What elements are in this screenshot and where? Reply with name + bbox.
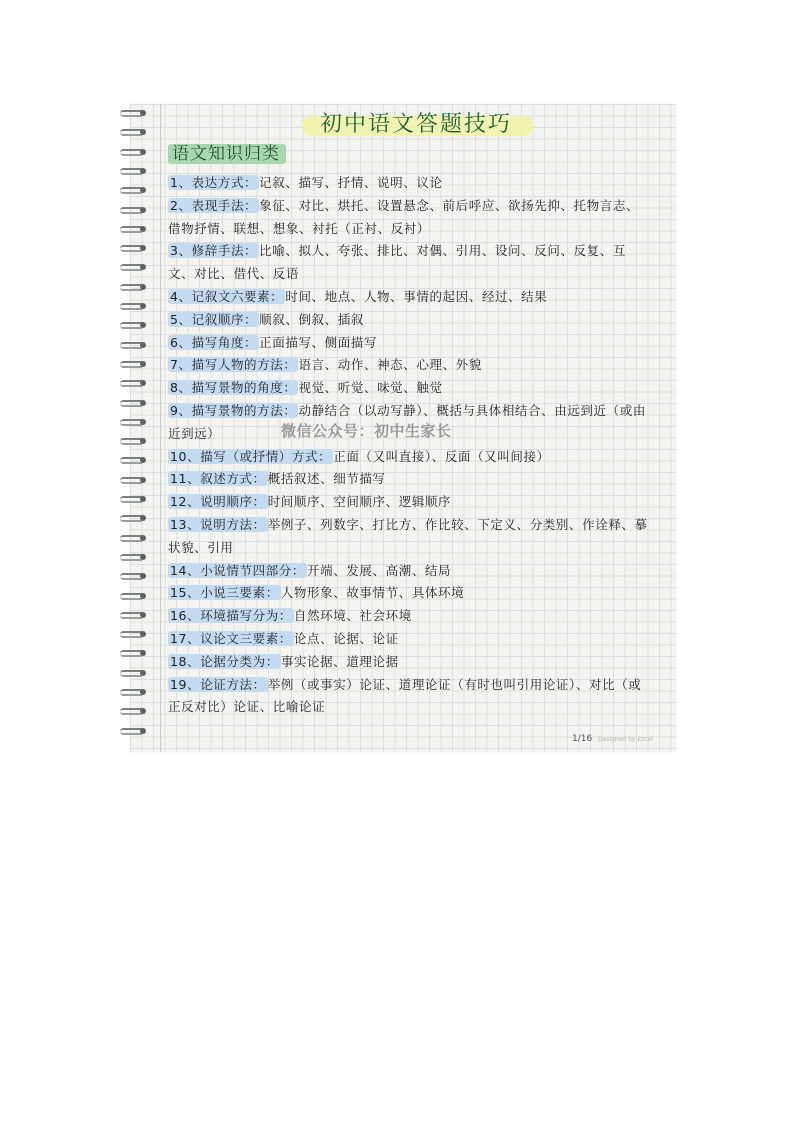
ring-wire bbox=[120, 207, 142, 214]
list-item bbox=[168, 628, 648, 651]
ring-hole bbox=[140, 419, 146, 425]
ring-hole bbox=[140, 535, 146, 541]
spiral-ring-icon bbox=[118, 687, 148, 699]
ring-wire bbox=[120, 322, 142, 329]
item-text: 顺叙、倒叙、插叙 bbox=[259, 311, 364, 327]
spiral-ring-icon bbox=[118, 726, 148, 738]
margin-line bbox=[160, 104, 161, 752]
ring-wire bbox=[120, 631, 142, 638]
ring-hole bbox=[140, 207, 146, 213]
item-text: 正面描写、侧面描写 bbox=[259, 334, 378, 350]
ring-hole bbox=[140, 322, 146, 328]
watermark: 微信公众号：初中生家长 bbox=[281, 422, 452, 440]
ring-hole bbox=[140, 457, 146, 463]
spiral-ring-icon bbox=[118, 571, 148, 583]
spiral-ring-icon bbox=[118, 359, 148, 371]
item-text: 正面（又叫直接）、反面（又叫间接） bbox=[333, 448, 550, 464]
item-key: 7、描写人物的方法： bbox=[170, 357, 297, 373]
spiral-ring-icon bbox=[118, 455, 148, 467]
spiral-ring-icon bbox=[118, 243, 148, 255]
ring-wire bbox=[120, 689, 142, 696]
item-key: 14、小说情节四部分： bbox=[170, 562, 306, 578]
spiral-ring-icon bbox=[118, 668, 148, 680]
spiral-ring-icon bbox=[118, 706, 148, 718]
item-text: 视觉、听觉、味觉、触觉 bbox=[298, 380, 443, 396]
section-title: 语文知识归类 bbox=[172, 144, 280, 164]
item-key: 1、表达方式： bbox=[170, 175, 258, 190]
list-item bbox=[168, 309, 648, 332]
ring-wire bbox=[120, 612, 142, 619]
spiral-ring-icon bbox=[118, 282, 148, 294]
list-item bbox=[168, 286, 648, 309]
ring-hole bbox=[140, 728, 146, 734]
ring-hole bbox=[140, 573, 146, 579]
ring-hole bbox=[140, 168, 146, 174]
item-text: 动静结合（以动写静）、概括与具体相结合、由远到近（或由近到远） bbox=[168, 402, 646, 441]
ring-wire bbox=[120, 284, 142, 291]
item-text: 象征、对比、烘托、设置悬念、前后呼应、欲扬先抑、托物言志、借物抒情、联想、想象、衬托（正衬、反衬） bbox=[168, 197, 640, 236]
ring-wire bbox=[120, 708, 142, 715]
ring-hole bbox=[140, 303, 146, 309]
list-item bbox=[168, 332, 648, 355]
spiral-ring-icon bbox=[118, 513, 148, 525]
ring-wire bbox=[120, 303, 142, 310]
ring-wire bbox=[120, 168, 142, 175]
list-item bbox=[168, 582, 648, 605]
spiral-ring-icon bbox=[118, 629, 148, 641]
list-item bbox=[168, 605, 648, 628]
knowledge-list bbox=[168, 172, 648, 719]
item-key: 12、说明顺序： bbox=[170, 494, 266, 510]
item-key: 13、说明方法： bbox=[170, 516, 266, 532]
ring-hole bbox=[140, 650, 146, 656]
ring-hole bbox=[140, 149, 146, 155]
ring-hole bbox=[140, 670, 146, 676]
spiral-ring-icon bbox=[118, 436, 148, 448]
ring-wire bbox=[120, 129, 142, 136]
list-item bbox=[168, 468, 648, 491]
list-item bbox=[168, 172, 648, 195]
ring-wire bbox=[120, 535, 142, 542]
item-key: 5、记叙顺序： bbox=[170, 311, 258, 327]
ring-hole bbox=[140, 284, 146, 290]
spiral-binding bbox=[118, 104, 158, 752]
ring-wire bbox=[120, 438, 142, 445]
ring-hole bbox=[140, 496, 146, 502]
ring-hole bbox=[140, 631, 146, 637]
ring-hole bbox=[140, 689, 146, 695]
ring-wire bbox=[120, 110, 142, 117]
spiral-ring-icon bbox=[118, 127, 148, 139]
item-text: 时间、地点、人物、事情的起因、经过、结果 bbox=[285, 288, 548, 304]
item-key: 8、描写景物的角度： bbox=[170, 380, 297, 396]
page-number: 1/16 bbox=[572, 734, 593, 744]
spiral-ring-icon bbox=[118, 320, 148, 332]
list-item bbox=[168, 195, 648, 241]
item-text: 举例子、列数字、打比方、作比较、下定义、分类别、作诠释、摹状貌、引用 bbox=[168, 516, 648, 555]
item-key: 19、论证方法： bbox=[170, 676, 266, 692]
item-text: 事实论据、道理论据 bbox=[280, 653, 399, 669]
ring-hole bbox=[140, 264, 146, 270]
item-key: 18、论据分类为： bbox=[170, 653, 279, 669]
spiral-ring-icon bbox=[118, 591, 148, 603]
ring-wire bbox=[120, 496, 142, 503]
section-header bbox=[168, 140, 308, 166]
item-key: 4、记叙文六要素： bbox=[170, 288, 284, 304]
item-text: 语言、动作、神态、心理、外貌 bbox=[298, 357, 482, 373]
list-item bbox=[168, 674, 648, 720]
item-text: 举例（或事实）论证、道理论证（有时也叫引用论证）、对比（或正反对比）论证、比喻论证 bbox=[168, 676, 642, 715]
spiral-ring-icon bbox=[118, 475, 148, 487]
spiral-ring-icon bbox=[118, 340, 148, 352]
spiral-ring-icon bbox=[118, 398, 148, 410]
ring-wire bbox=[120, 226, 142, 233]
spiral-ring-icon bbox=[118, 494, 148, 506]
item-text: 概括叙述、细节描写 bbox=[267, 471, 386, 487]
item-key: 15、小说三要素： bbox=[170, 585, 279, 601]
item-text: 论点、论据、论证 bbox=[293, 630, 399, 646]
ring-hole bbox=[140, 612, 146, 618]
spiral-ring-icon bbox=[118, 378, 148, 390]
spiral-ring-icon bbox=[118, 301, 148, 313]
item-key: 11、叙述方式： bbox=[170, 471, 266, 487]
ring-hole bbox=[140, 187, 146, 193]
item-key: 3、修辞手法： bbox=[170, 243, 258, 259]
spiral-ring-icon bbox=[118, 417, 148, 429]
ring-wire bbox=[120, 342, 142, 349]
item-text: 时间顺序、空间顺序、逻辑顺序 bbox=[267, 494, 452, 510]
item-text: 自然环境、社会环境 bbox=[293, 608, 412, 624]
list-item bbox=[168, 514, 648, 560]
spiral-ring-icon bbox=[118, 147, 148, 159]
spiral-ring-icon bbox=[118, 533, 148, 545]
spiral-ring-icon bbox=[118, 552, 148, 564]
ring-hole bbox=[140, 380, 146, 386]
list-item bbox=[168, 651, 648, 674]
title-block bbox=[296, 110, 536, 140]
ring-wire bbox=[120, 457, 142, 464]
ring-wire bbox=[120, 400, 142, 407]
ring-hole bbox=[140, 361, 146, 367]
spiral-ring-icon bbox=[118, 610, 148, 622]
ring-wire bbox=[120, 419, 142, 426]
list-item bbox=[168, 560, 648, 583]
list-item bbox=[168, 446, 648, 469]
ring-hole bbox=[140, 593, 146, 599]
item-key: 2、表现手法： bbox=[170, 197, 258, 213]
item-text: 记叙、描写、抒情、说明、议论 bbox=[259, 175, 443, 190]
spiral-ring-icon bbox=[118, 185, 148, 197]
ring-wire bbox=[120, 477, 142, 484]
list-item bbox=[168, 240, 648, 286]
item-key: 6、描写角度： bbox=[170, 334, 258, 350]
ring-wire bbox=[120, 149, 142, 156]
ring-wire bbox=[120, 187, 142, 194]
ring-wire bbox=[120, 264, 142, 271]
item-key: 10、描写（或抒情）方式： bbox=[170, 448, 332, 464]
list-item bbox=[168, 354, 648, 377]
spiral-ring-icon bbox=[118, 205, 148, 217]
ring-wire bbox=[120, 670, 142, 677]
ring-wire bbox=[120, 728, 142, 735]
spiral-ring-icon bbox=[118, 108, 148, 120]
ring-wire bbox=[120, 593, 142, 600]
ring-hole bbox=[140, 554, 146, 560]
ring-wire bbox=[120, 380, 142, 387]
spiral-ring-icon bbox=[118, 262, 148, 274]
ring-hole bbox=[140, 110, 146, 116]
item-text: 比喻、拟人、夸张、排比、对偶、引用、设问、反问、反复、互文、对比、借代、反语 bbox=[168, 243, 626, 282]
spiral-ring-icon bbox=[118, 166, 148, 178]
item-key: 16、环境描写分为： bbox=[170, 608, 292, 624]
item-text: 人物形象、故事情节、具体环境 bbox=[280, 585, 465, 601]
ring-wire bbox=[120, 245, 142, 252]
ring-wire bbox=[120, 573, 142, 580]
page-title: 初中语文答题技巧 bbox=[319, 112, 512, 137]
ring-hole bbox=[140, 245, 146, 251]
ring-hole bbox=[140, 342, 146, 348]
ring-hole bbox=[140, 438, 146, 444]
spiral-ring-icon bbox=[118, 648, 148, 660]
item-key: 9、描写景物的方法： bbox=[170, 402, 297, 418]
ring-hole bbox=[140, 400, 146, 406]
designed-by-credit: Designed by Ezcel bbox=[598, 736, 653, 743]
item-key: 17、议论文三要素： bbox=[170, 630, 292, 646]
ring-hole bbox=[140, 129, 146, 135]
list-item bbox=[168, 377, 648, 400]
ring-hole bbox=[140, 477, 146, 483]
ring-wire bbox=[120, 361, 142, 368]
list-item bbox=[168, 491, 648, 514]
ring-wire bbox=[120, 515, 142, 522]
ring-hole bbox=[140, 515, 146, 521]
ring-hole bbox=[140, 226, 146, 232]
ring-wire bbox=[120, 554, 142, 561]
ring-hole bbox=[140, 708, 146, 714]
item-text: 开端、发展、高潮、结局 bbox=[307, 562, 452, 578]
spiral-ring-icon bbox=[118, 224, 148, 236]
ring-wire bbox=[120, 650, 142, 657]
